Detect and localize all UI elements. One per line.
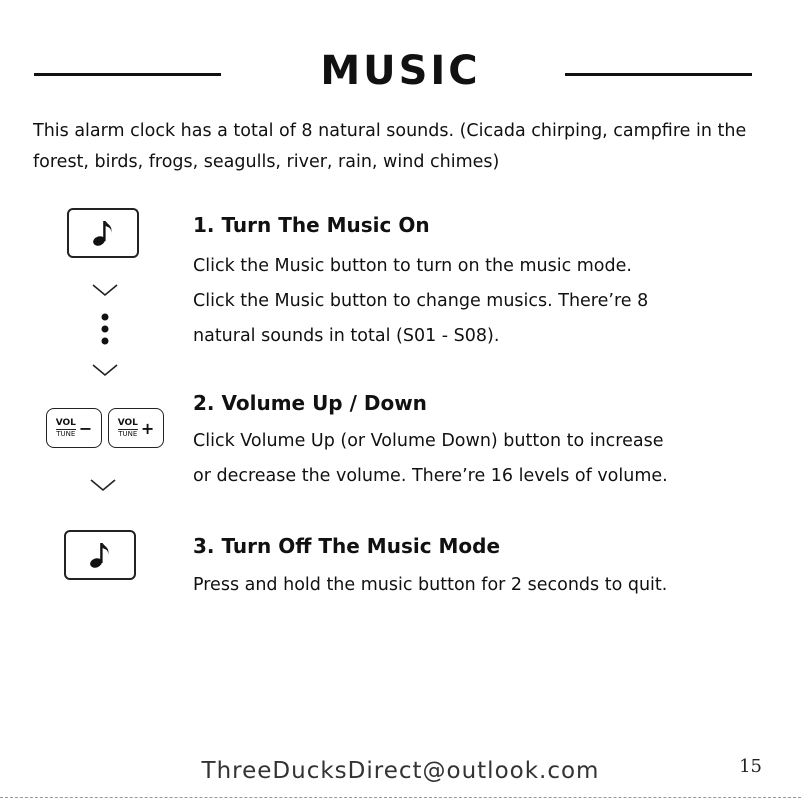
volume-up-icon — [108, 408, 164, 448]
vol-label: VOL — [55, 417, 76, 428]
music-note-icon — [90, 218, 116, 248]
page-title: MUSIC — [320, 48, 481, 94]
bottom-divider — [0, 797, 801, 798]
step-1 — [193, 210, 648, 354]
step-line: Click Volume Up (or Volume Down) button to increase — [193, 431, 664, 451]
chevron-down-icon — [89, 477, 117, 493]
header-rule-right — [565, 73, 752, 76]
music-button-icon — [67, 208, 139, 258]
tune-label: TUNE — [118, 429, 138, 438]
volume-down-icon — [46, 408, 102, 448]
step-2 — [193, 388, 668, 494]
chevron-down-icon — [91, 282, 119, 298]
music-button-icon — [64, 530, 136, 580]
page-number: 15 — [739, 756, 762, 777]
step-heading: 3. Turn Off The Music Mode — [193, 534, 501, 558]
step-line: Click the Music button to change musics. There’re 8 — [193, 291, 649, 311]
intro-paragraph: This alarm clock has a total of 8 natural sounds. (Cicada chirping, campfire in the forest, birds, frogs, seagulls, river, rain, wind chimes) — [33, 121, 747, 172]
tune-label: TUNE — [56, 429, 76, 438]
chevron-down-icon — [91, 362, 119, 378]
step-3 — [193, 531, 667, 603]
step-line: natural sounds in total (S01 - S08). — [193, 326, 500, 346]
step-line: Press and hold the music button for 2 seconds to quit. — [193, 575, 668, 595]
music-note-icon — [87, 540, 113, 570]
volume-buttons-illustration — [46, 408, 164, 448]
step-heading: 1. Turn The Music On — [193, 213, 430, 237]
plus-sign: + — [140, 418, 155, 438]
step-heading: 2. Volume Up / Down — [193, 391, 427, 415]
step-line: or decrease the volume. There’re 16 levels of volume. — [193, 466, 668, 486]
vertical-ellipsis-icon — [99, 312, 111, 346]
step-line: Click the Music button to turn on the music mode. — [193, 256, 632, 276]
minus-sign: − — [78, 418, 93, 438]
footer-email: ThreeDucksDirect@outlook.com — [201, 758, 600, 784]
vol-label: VOL — [117, 417, 138, 428]
